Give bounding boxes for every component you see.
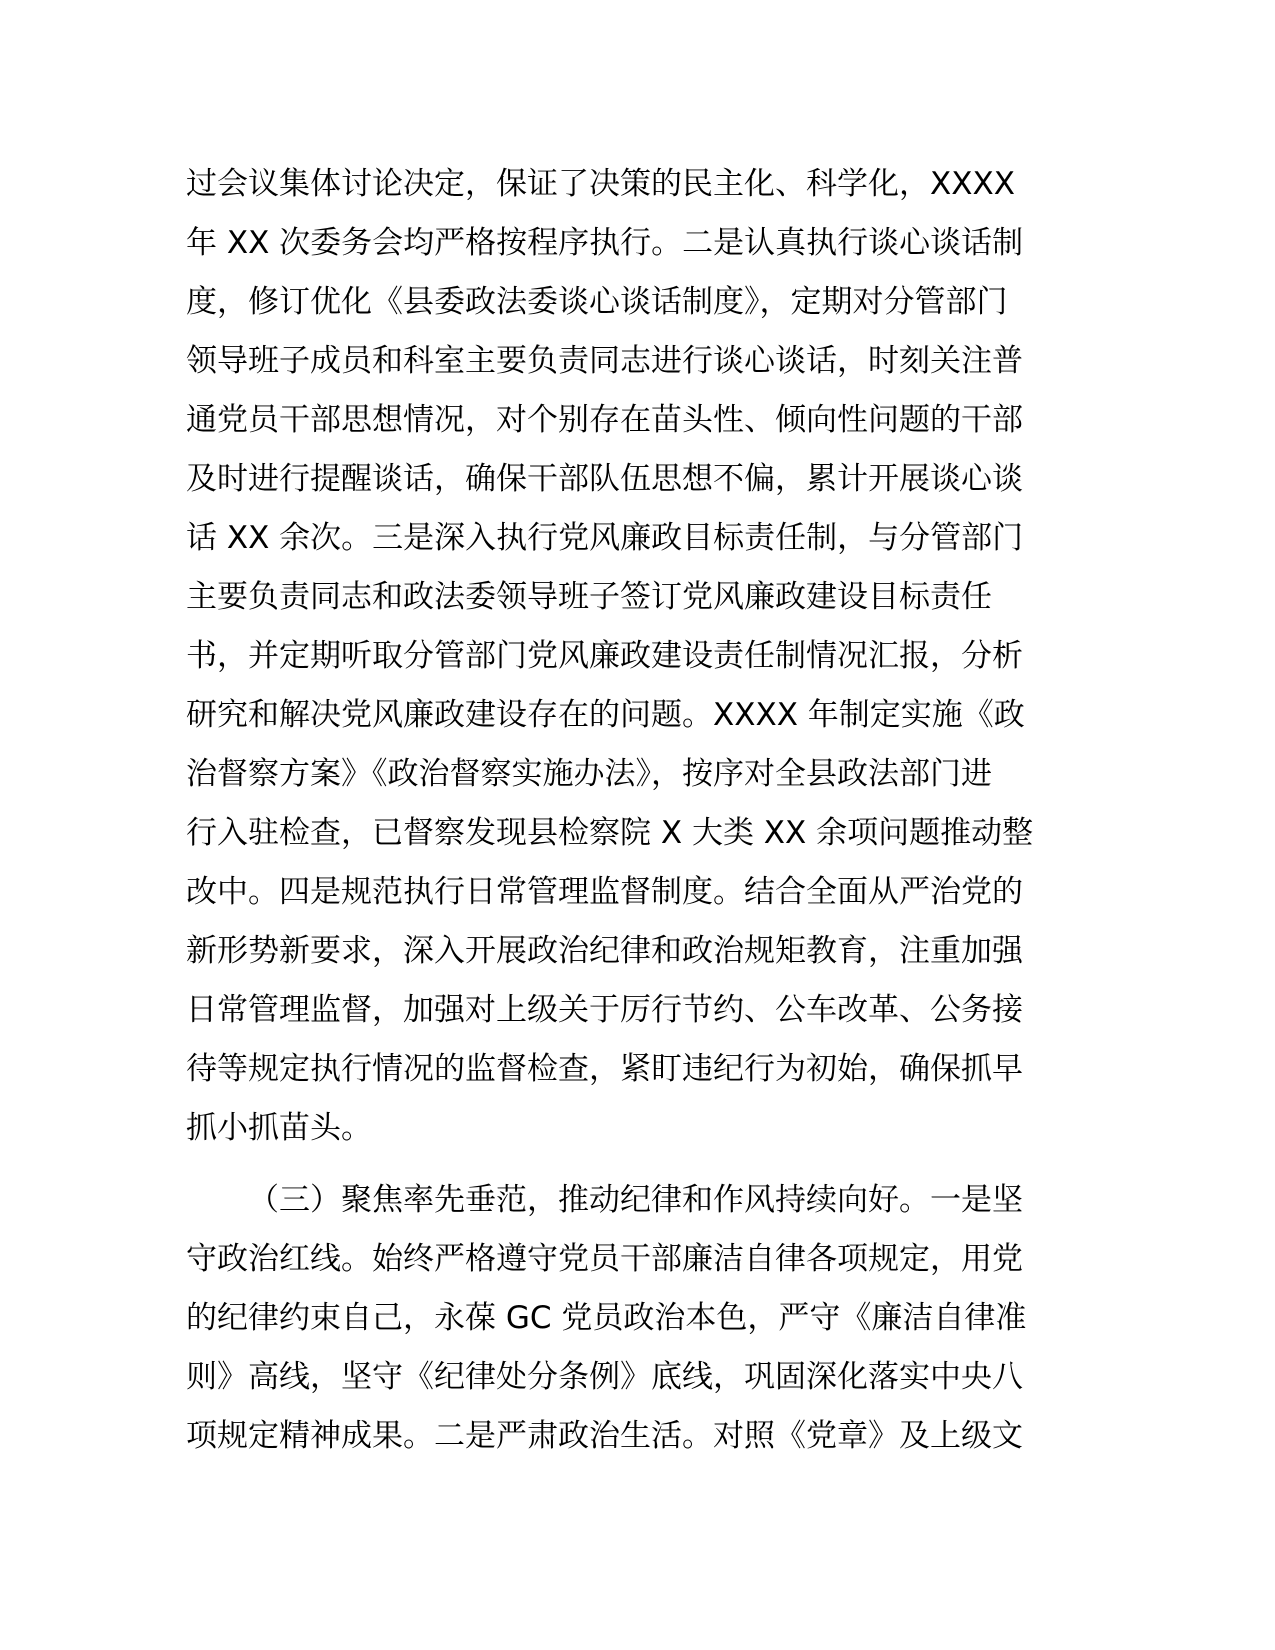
text-line: 领导班子成员和科室主要负责同志进行谈心谈话，时刻关注普 (186, 343, 1023, 379)
text-line: 话 XX 余次。三是深入执行党风廉政目标责任制，与分管部门 (186, 520, 1024, 556)
text-line: 治督察方案》《政治督察实施办法》，按序对全县政法部门进 (186, 756, 992, 792)
text-line: 过会议集体讨论决定，保证了决策的民主化、科学化，XXXX (186, 166, 1015, 202)
text-line: 待等规定执行情况的监督检查，紧盯违纪行为初始，确保抓早 (186, 1051, 1023, 1087)
text-line: 度，修订优化《县委政法委谈心谈话制度》，定期对分管部门 (186, 284, 1008, 320)
text-line: 项规定精神成果。二是严肃政治生活。对照《党章》及上级文 (186, 1418, 1023, 1454)
text-line: 改中。四是规范执行日常管理监督制度。结合全面从严治党的 (186, 874, 1023, 910)
text-line: 的纪律约束自己，永葆 GC 党员政治本色，严守《廉洁自律准 (186, 1300, 1027, 1336)
document-body (186, 155, 1091, 1466)
text-line: 抓小抓苗头。 (186, 1110, 372, 1146)
paragraph-2 (186, 1171, 1091, 1466)
text-line: 则》高线，坚守《纪律处分条例》底线，巩固深化落实中央八 (186, 1359, 1023, 1395)
text-line: 年 XX 次委务会均严格按程序执行。二是认真执行谈心谈话制 (186, 225, 1024, 261)
text-line: 新形势新要求，深入开展政治纪律和政治规矩教育，注重加强 (186, 933, 1023, 969)
text-line: 行入驻检查，已督察发现县检察院 X 大类 XX 余项问题推动整 (186, 815, 1034, 851)
text-line: 主要负责同志和政法委领导班子签订党风廉政建设目标责任 (186, 579, 992, 615)
text-line-indented: （三）聚焦率先垂范，推动纪律和作风持续向好。一是坚 (248, 1182, 1023, 1218)
text-line: 守政治红线。始终严格遵守党员干部廉洁自律各项规定，用党 (186, 1241, 1023, 1277)
text-line: 通党员干部思想情况，对个别存在苗头性、倾向性问题的干部 (186, 402, 1023, 438)
text-line: 日常管理监督，加强对上级关于厉行节约、公车改革、公务接 (186, 992, 1023, 1028)
text-line: 书，并定期听取分管部门党风廉政建设责任制情况汇报，分析 (186, 638, 1023, 674)
text-line: 研究和解决党风廉政建设存在的问题。XXXX 年制定实施《政 (186, 697, 1025, 733)
paragraph-1 (186, 155, 1091, 1158)
text-line: 及时进行提醒谈话，确保干部队伍思想不偏，累计开展谈心谈 (186, 461, 1023, 497)
